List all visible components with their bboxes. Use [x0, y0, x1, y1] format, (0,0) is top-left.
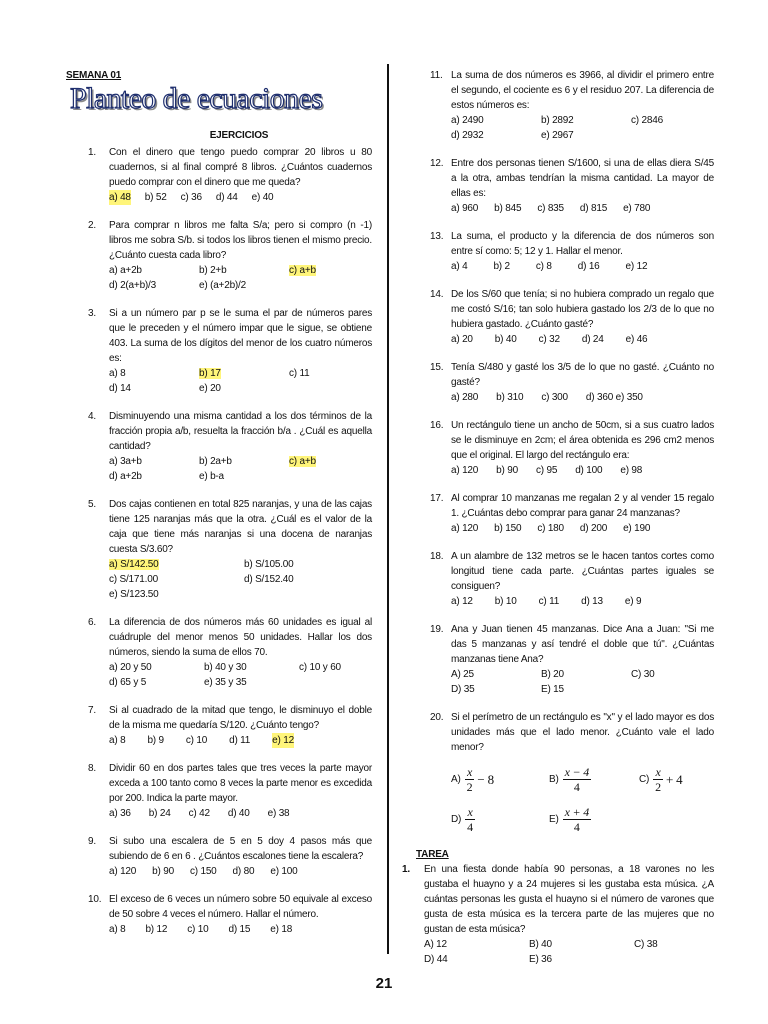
fraction	[465, 805, 475, 834]
option-c: c) 10 y 60	[299, 662, 341, 673]
answer-options	[109, 806, 372, 821]
answer-options	[109, 263, 372, 293]
homework-section	[392, 847, 714, 967]
option-c: c) 2846	[631, 115, 663, 126]
option-d-e: d) 360 e) 350	[585, 392, 643, 403]
question-text: Si al cuadrado de la mitad que tengo, le disminuyo el doble de la misma me quedaría S/120. ¿Cuánto tengo?	[109, 705, 372, 731]
option-e: e) 46	[625, 334, 648, 345]
option-label: E)	[549, 813, 559, 825]
homework-question-1	[392, 862, 714, 967]
question-19	[408, 622, 714, 697]
option-a: a) 12	[451, 596, 473, 607]
fraction	[563, 805, 591, 834]
numerator: x	[467, 804, 473, 819]
option-d: d) a+2b	[109, 471, 142, 482]
option-a: a) 48	[109, 192, 131, 203]
right-column	[402, 68, 714, 967]
option-label: D)	[451, 813, 462, 825]
option-b: b) 90	[152, 866, 174, 877]
option-b: b) S/105.00	[244, 559, 294, 570]
option-b: b) 2	[493, 261, 510, 272]
question-text: Ana y Juan tienen 45 manzanas. Dice Ana a Juan: "Si me das 5 manzanas y así tendré el doble que tú". ¿Cuántas manzanas tiene Ana?	[451, 624, 714, 665]
option-a: a) 960	[451, 203, 479, 214]
option-e: e) b-a	[199, 471, 224, 482]
question-number: 12.	[430, 158, 444, 169]
question-14	[408, 287, 714, 347]
question-10	[66, 892, 372, 937]
option-d	[451, 805, 543, 834]
option-e: e) 35 y 35	[204, 677, 247, 688]
question-text: Disminuyendo una misma cantidad a los dos términos de la fracción propia a/b, resuelta la fracción b/a . ¿Cuál es aquella cantidad?	[109, 411, 372, 452]
question-number: 10.	[88, 894, 102, 905]
question-number: 2.	[88, 220, 96, 231]
option-b: b) 845	[494, 203, 522, 214]
option-e: e) 18	[270, 924, 293, 935]
option-c: c) 11	[538, 596, 560, 607]
option-c	[289, 263, 379, 278]
denominator: 4	[573, 819, 580, 834]
expression-rest: + 4	[665, 771, 683, 787]
fraction-options-row-2	[451, 799, 714, 839]
question-11	[408, 68, 714, 143]
answer-options	[451, 201, 714, 216]
question-6	[66, 615, 372, 690]
question-number: 15.	[430, 362, 444, 373]
question-17	[408, 491, 714, 536]
option-c-label: c) a+b	[289, 456, 316, 467]
option-e: e) 20	[199, 383, 221, 394]
question-text: Si subo una escalera de 5 en 5 doy 4 pasos más que subiendo de 6 en 6 . ¿Cuántos escalones tiene la escalera?	[109, 836, 372, 862]
question-text: En una fiesta donde había 90 personas, a 18 varones no les gustaba el huayno y a 24 mujeres si les gustaba esta música. ¿A cuántas personas les gusta el huayno si el número de varones que gusta de esta música es la tercera parte de las mujeres que no gustan de esta música?	[424, 864, 714, 935]
question-18	[408, 549, 714, 609]
question-text: Un rectángulo tiene un ancho de 50cm, si a sus cuatro lados se le disminuye en 2cm; el área obtenida es 296 cm2 menos que el original. El largo del rectángulo era:	[451, 420, 714, 461]
option-a: a) 280	[451, 392, 479, 403]
option-e	[549, 805, 591, 834]
option-e: e) 780	[623, 203, 651, 214]
option-b	[199, 366, 289, 381]
denominator: 2	[655, 779, 661, 794]
question-number: 3.	[88, 308, 96, 319]
week-label: SEMANA 01	[66, 70, 122, 81]
option-label: B)	[549, 773, 559, 785]
option-e: e) 98	[620, 465, 643, 476]
option-a: a) 3a+b	[109, 456, 142, 467]
option-c: c) 11	[289, 368, 310, 379]
option-a: a) 120	[451, 523, 479, 534]
question-text: Dos cajas contienen en total 825 naranjas, y una de las cajas tiene 125 naranjas más que la otra. ¿Cuál es el valor de la caja que tiene más naranjas si una docena de naranjas cuesta S/3.60?	[109, 499, 372, 555]
answer-options	[451, 113, 714, 143]
answer-options	[424, 937, 714, 967]
option-c: c) 10	[187, 924, 209, 935]
question-3	[66, 306, 372, 396]
option-b: b) 40 y 30	[204, 662, 247, 673]
option-a: a) 36	[109, 808, 131, 819]
option-d: D) 35	[451, 684, 475, 695]
option-e: e) 12	[625, 261, 648, 272]
option-e: E) 15	[541, 684, 564, 695]
numerator: x	[655, 764, 661, 779]
answer-options	[451, 594, 714, 609]
answer-options	[451, 463, 714, 478]
option-e: e) 2967	[541, 130, 574, 141]
option-b: b) 40	[494, 334, 517, 345]
option-d: d) 80	[232, 866, 255, 877]
option-e: e) 38	[267, 808, 290, 819]
option-d: d) 13	[581, 596, 603, 607]
question-number: 7.	[88, 705, 96, 716]
question-text: El exceso de 6 veces un número sobre 50 equivale al exceso de 50 sobre 4 veces el número. Hallar el número.	[109, 894, 372, 920]
option-b: b) 2892	[541, 115, 574, 126]
option-b-label: b) 17	[199, 368, 221, 379]
option-d: d) 15	[228, 924, 251, 935]
option-a: A) 25	[451, 669, 474, 680]
option-b: b) 2a+b	[199, 456, 232, 467]
option-label: A)	[451, 773, 461, 785]
answer-options	[451, 390, 714, 405]
question-number: 17.	[430, 493, 444, 504]
question-1	[66, 145, 372, 205]
exercises-heading: EJERCICIOS	[209, 130, 269, 141]
answer-options	[451, 259, 714, 274]
option-b: B) 20	[541, 669, 564, 680]
option-e: e) 12	[272, 735, 294, 746]
option-c: c) 95	[535, 465, 558, 476]
option-a	[109, 557, 244, 572]
denominator: 2	[466, 779, 473, 794]
homework-title: TAREA	[416, 849, 449, 860]
denominator: 4	[573, 779, 580, 794]
page-title: Planteo de ecuaciones	[70, 82, 323, 115]
option-c-label: c) a+b	[289, 265, 316, 276]
question-20	[408, 710, 714, 839]
question-text: A un alambre de 132 metros se le hacen tantos cortes como longitud tiene cada parte. ¿Cuántas partes iguales se consiguen?	[451, 551, 714, 592]
option-d: D) 44	[424, 954, 448, 965]
fraction	[563, 765, 591, 794]
question-5	[66, 497, 372, 602]
question-15	[408, 360, 714, 405]
option-d: d) 2(a+b)/3	[109, 280, 156, 291]
question-7	[66, 703, 372, 748]
option-c: c) 8	[535, 261, 552, 272]
option-a: a) 120	[451, 465, 479, 476]
numerator: x + 4	[564, 804, 590, 819]
option-d: d) 14	[109, 383, 131, 394]
denominator: 4	[467, 819, 473, 834]
option-e: e) 9	[624, 596, 642, 607]
option-d: d) 24	[581, 334, 604, 345]
column-divider	[387, 64, 389, 954]
option-a: a) 8	[109, 924, 126, 935]
option-a: a) 4	[451, 261, 468, 272]
option-c: C) 38	[634, 939, 658, 950]
expression-rest: − 8	[477, 771, 494, 787]
answer-options	[109, 864, 372, 879]
question-13	[408, 229, 714, 274]
question-text: Si el perímetro de un rectángulo es "x" y el lado mayor es dos unidades más que el lado menor. ¿Cuánto vale el lado menor?	[451, 712, 714, 753]
option-d: d) 815	[579, 203, 608, 214]
answer-options	[451, 521, 714, 536]
option-d: d) 11	[229, 735, 251, 746]
answer-options	[109, 660, 372, 690]
option-c: c) 835	[537, 203, 564, 214]
option-c: c) 180	[537, 523, 564, 534]
question-number: 14.	[430, 289, 444, 300]
left-column	[66, 128, 372, 950]
option-a: a) 8	[109, 368, 126, 379]
option-b: b) 2+b	[199, 265, 227, 276]
question-9	[66, 834, 372, 879]
option-c: c) 10	[185, 735, 208, 746]
option-b: b) 12	[145, 924, 168, 935]
option-e: e) 190	[623, 523, 651, 534]
answer-options	[109, 733, 372, 748]
question-number: 1.	[88, 147, 96, 158]
option-a: a) 20	[451, 334, 473, 345]
question-12	[408, 156, 714, 216]
option-b: b) 9	[147, 735, 164, 746]
option-b	[549, 765, 633, 794]
answer-options	[109, 557, 372, 602]
answer-options	[451, 332, 714, 347]
answer-options	[109, 454, 372, 484]
question-text: Para comprar n libros me falta S/a; pero si compro (n -1) libros me sobra S/b. si todos los libros tienen el mismo precio. ¿Cuánto cuesta cada libro?	[109, 220, 372, 261]
option-d: d) 200	[579, 523, 608, 534]
question-number: 20.	[430, 712, 444, 723]
question-text: La suma de dos números es 3966, al dividir el primero entre el segundo, el cociente es 6 y el residuo 207. La diferencia de estos números es:	[451, 70, 714, 111]
question-2	[66, 218, 372, 293]
option-expression	[653, 765, 682, 794]
fraction-options-row-1	[451, 759, 714, 799]
option-e: E) 36	[529, 954, 552, 965]
answer-options	[109, 922, 372, 937]
question-number: 11.	[430, 70, 443, 81]
option-c: c) 150	[189, 866, 217, 877]
option-d: d) S/152.40	[244, 574, 294, 585]
page-number: 21	[375, 975, 393, 992]
question-8	[66, 761, 372, 821]
question-16	[408, 418, 714, 478]
option-a: a) 2490	[451, 115, 484, 126]
question-4	[66, 409, 372, 484]
option-c: c) 36	[180, 192, 202, 203]
answer-options	[451, 667, 714, 697]
question-text: Si a un número par p se le suma el par de números pares que le preceden y el número impar que le sigue, se obtiene 403. La suma de los dígitos del menor de los cuatro números es:	[109, 308, 372, 364]
option-d: d) 2932	[451, 130, 484, 141]
question-text: La suma, el producto y la diferencia de dos números son entre sí como: 5; 12 y 1. Hallar el menor.	[451, 231, 714, 257]
question-text: Al comprar 10 manzanas me regalan 2 y al vender 15 regalo 1. ¿Cuántas debo comprar para ganar 24 manzanas?	[451, 493, 714, 519]
option-a: A) 12	[424, 939, 447, 950]
option-a: a) a+2b	[109, 265, 142, 276]
question-number: 19.	[430, 624, 444, 635]
option-e: e) S/123.50	[109, 589, 159, 600]
option-b: B) 40	[529, 939, 552, 950]
option-a: a) 20 y 50	[109, 662, 152, 673]
option-b: b) 24	[148, 808, 171, 819]
option-b: b) 52	[144, 192, 167, 203]
answer-options	[109, 366, 372, 396]
option-a-label: a) S/142.50	[109, 559, 159, 570]
option-d: d) 100	[575, 465, 603, 476]
option-b: b) 90	[496, 465, 518, 476]
option-d: d) 65 y 5	[109, 677, 147, 688]
fraction	[653, 765, 663, 794]
option-c	[289, 454, 379, 469]
option-a: a) 120	[109, 866, 137, 877]
question-number: 8.	[88, 763, 96, 774]
question-text: Tenía S/480 y gasté los 3/5 de lo que no gasté. ¿Cuánto no gasté?	[451, 362, 714, 388]
option-b: b) 150	[494, 523, 522, 534]
option-label: C)	[639, 773, 650, 785]
question-number: 6.	[88, 617, 96, 628]
option-c: C) 30	[631, 669, 655, 680]
question-number: 5.	[88, 499, 96, 510]
option-a	[451, 765, 543, 794]
option-c	[639, 765, 682, 794]
option-d: d) 44	[215, 192, 238, 203]
option-e: e) 40	[251, 192, 274, 203]
option-c: c) 300	[541, 392, 568, 403]
question-text: De los S/60 que tenía; si no hubiera comprado un regalo que me costó S/16; tan solo hubiera gastado los 2/3 de lo que no hubiera gastado. ¿Cuánto gasté?	[451, 289, 714, 330]
option-a: a) 8	[109, 735, 126, 746]
option-expression	[465, 765, 494, 794]
question-number: 18.	[430, 551, 444, 562]
option-c: c) 42	[188, 808, 210, 819]
option-b: b) 310	[496, 392, 524, 403]
question-number: 13.	[430, 231, 444, 242]
option-c: c) 32	[538, 334, 560, 345]
question-text: Entre dos personas tienen S/1600, si una de ellas diera S/45 a la otra, ambas tendrían la misma cantidad. La mayor de ellas es:	[451, 158, 714, 199]
option-c: c) S/171.00	[109, 574, 158, 585]
numerator: x	[466, 764, 473, 779]
question-number: 4.	[88, 411, 96, 422]
option-e: e) (a+2b)/2	[199, 280, 246, 291]
question-number: 16.	[430, 420, 444, 431]
option-b: b) 10	[494, 596, 517, 607]
answer-options	[109, 190, 372, 205]
question-text: La diferencia de dos números más 60 unidades es igual al cuádruple del menor menos 50 unidades. Hallar los dos números, siendo la suma de ellos 70.	[109, 617, 372, 658]
fraction	[465, 765, 475, 794]
question-text: Dividir 60 en dos partes tales que tres veces la parte mayor exceda a 100 tanto como 8 veces la parte menor es excedida por 200. Indica la parte mayor.	[109, 763, 372, 804]
option-d: d) 40	[227, 808, 250, 819]
option-e: e) 100	[270, 866, 298, 877]
question-number: 9.	[88, 836, 96, 847]
question-number: 1.	[402, 864, 410, 875]
question-text: Con el dinero que tengo puedo comprar 20 libros u 80 cuadernos, si al final compré 8 libros. ¿Cuántos cuadernos puedo comprar con el dinero que me queda?	[109, 147, 372, 188]
numerator: x − 4	[564, 764, 590, 779]
option-d: d) 16	[577, 261, 600, 272]
